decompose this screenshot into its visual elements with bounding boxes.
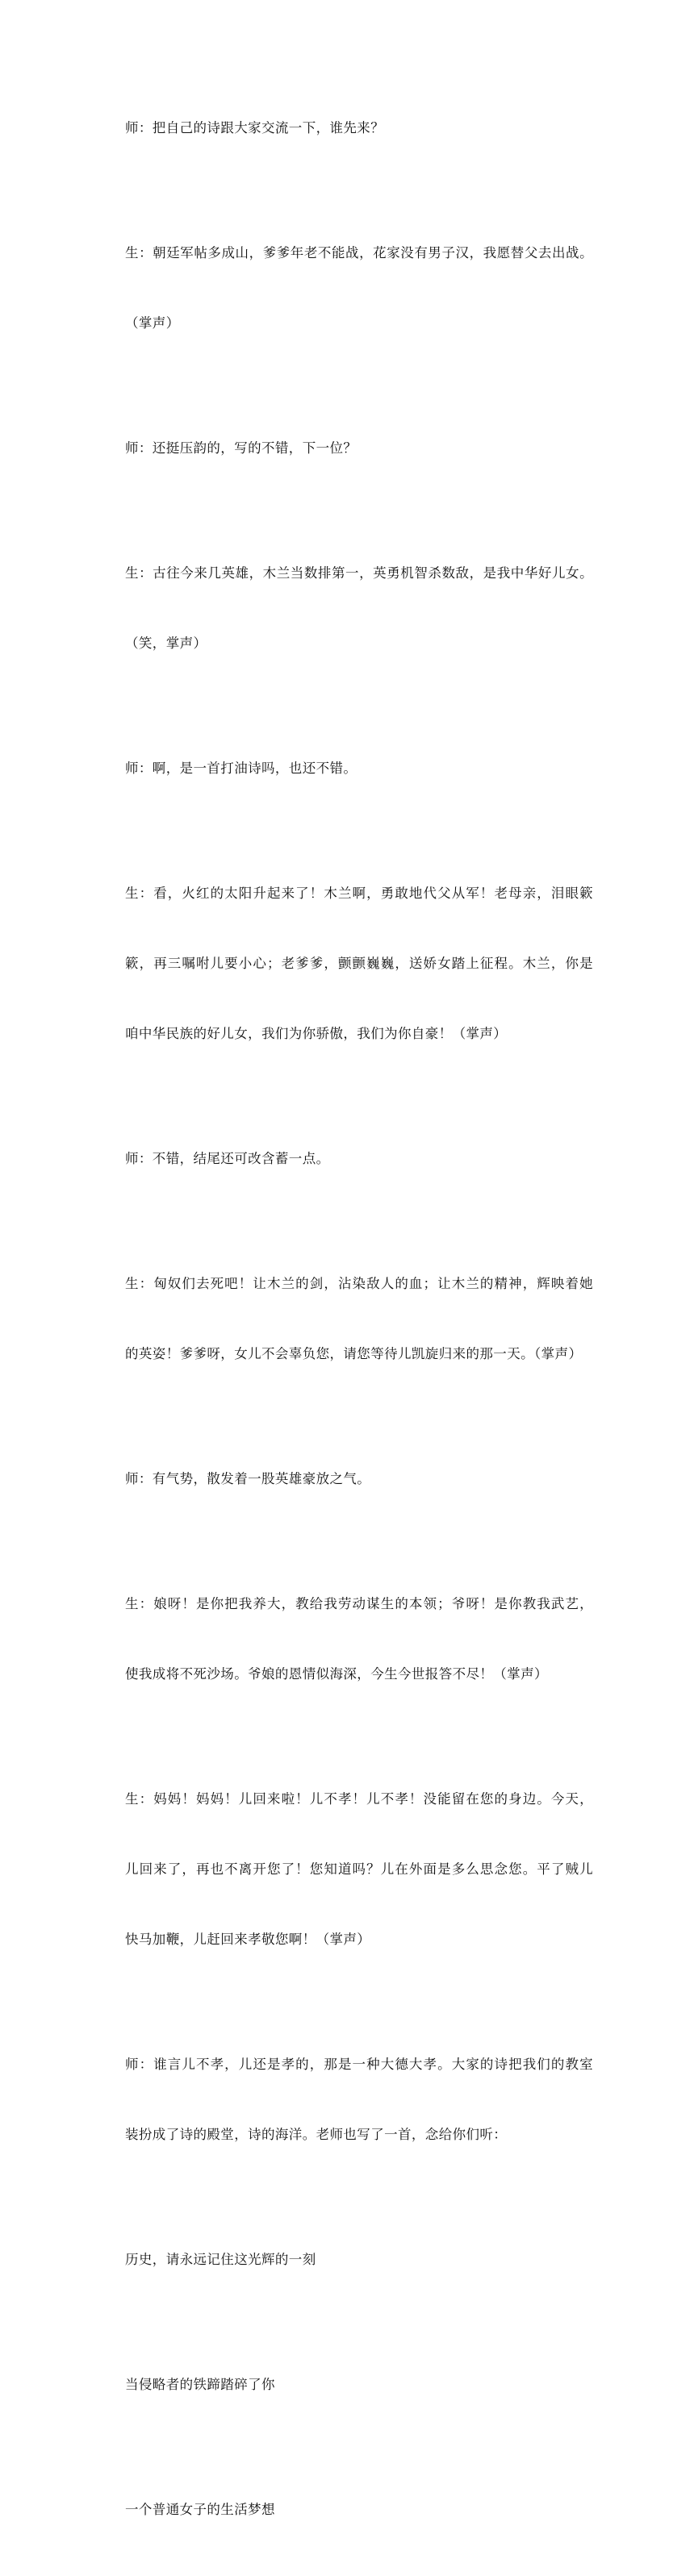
paragraph-line: 师：把自己的诗跟大家交流一下，谁先来？ [125, 120, 385, 135]
paragraph-line: （笑，掌声） [125, 636, 207, 651]
paragraph-line: （掌声） [125, 315, 180, 331]
paragraph-line: 儿回来了，再也不离开您了！您知道吗？儿在外面是多么思念您。平了贼儿 [125, 1861, 593, 1877]
paragraph-line: 师：啊，是一首打油诗吗，也还不错。 [125, 761, 357, 776]
paragraph-line: 生：娘呀！是你把我养大，教给我劳动谋生的本领；爷呀！是你教我武艺， [125, 1596, 593, 1611]
paragraph-line: 生：古往今来几英雄，木兰当数排第一，英勇机智杀数敌，是我中华好儿女。 [125, 565, 593, 581]
paragraph-3 [125, 390, 593, 506]
paragraph-line: 历史，请永远记住这光辉的一刻 [125, 2252, 316, 2267]
paragraph-line: 使我成将不死沙场。爷娘的恩情似海深，今生今世报答不尽！（掌声） [125, 1666, 548, 1682]
document-body [125, 69, 593, 2576]
paragraph-line: 快马加鞭，儿赶回来孝敬您啊！（掌声） [125, 1932, 371, 1947]
paragraph-10 [125, 1545, 593, 1732]
paragraph-line: 的英姿！爹爹呀，女儿不会辜负您，请您等待儿凯旋归来的那一天。（掌声） [125, 1346, 583, 1361]
paragraph-line: 生：妈妈！妈妈！儿回来啦！儿不孝！儿不孝！没能留在您的身边。今天， [125, 1791, 593, 1807]
paragraph-9 [125, 1420, 593, 1537]
paragraph-line: 装扮成了诗的殿堂，诗的海洋。老师也写了一首，念给你们听： [125, 2127, 508, 2142]
paragraph-line: 师：还挺压韵的，写的不错，下一位？ [125, 440, 357, 456]
paragraph-6 [125, 835, 593, 1092]
paragraph-line: 一个普通女子的生活梦想 [125, 2502, 275, 2517]
paragraph-line: 当侵略者的铁蹄踏碎了你 [125, 2377, 275, 2392]
poem-line-3 [125, 2451, 593, 2568]
paragraph-12 [125, 2006, 593, 2193]
paragraph-line: 师：不错，结尾还可改含蓄一点。 [125, 1151, 330, 1166]
paragraph-2 [125, 194, 593, 381]
paragraph-line: 生：匈奴们去死吧！让木兰的剑，沾染敌人的血；让木兰的精神，辉映着她 [125, 1276, 593, 1291]
paragraph-line: 师：有气势，散发着一股英雄豪放之气。 [125, 1471, 371, 1486]
paragraph-4 [125, 515, 593, 702]
paragraph-line: 师：谁言儿不孝，儿还是孝的，那是一种大德大孝。大家的诗把我们的教室 [125, 2057, 593, 2072]
paragraph-line: 簌，再三嘱咐儿要小心；老爹爹，颤颤巍巍，送娇女踏上征程。木兰，你是 [125, 956, 593, 971]
poem-line-1 [125, 2201, 593, 2318]
paragraph-8 [125, 1225, 593, 1412]
paragraph-line: 咱中华民族的好儿女，我们为你骄傲，我们为你自豪！（掌声） [125, 1026, 508, 1041]
paragraph-11 [125, 1740, 593, 1998]
paragraph-5 [125, 710, 593, 827]
paragraph-line: 生：朝廷军帖多成山，爹爹年老不能战，花家没有男子汉，我愿替父去出战。 [125, 245, 593, 261]
paragraph-1 [125, 69, 593, 186]
paragraph-line: 生：看，火红的太阳升起来了！木兰啊，勇敢地代父从军！老母亲，泪眼簌 [125, 886, 593, 901]
paragraph-7 [125, 1100, 593, 1217]
poem-line-2 [125, 2326, 593, 2443]
